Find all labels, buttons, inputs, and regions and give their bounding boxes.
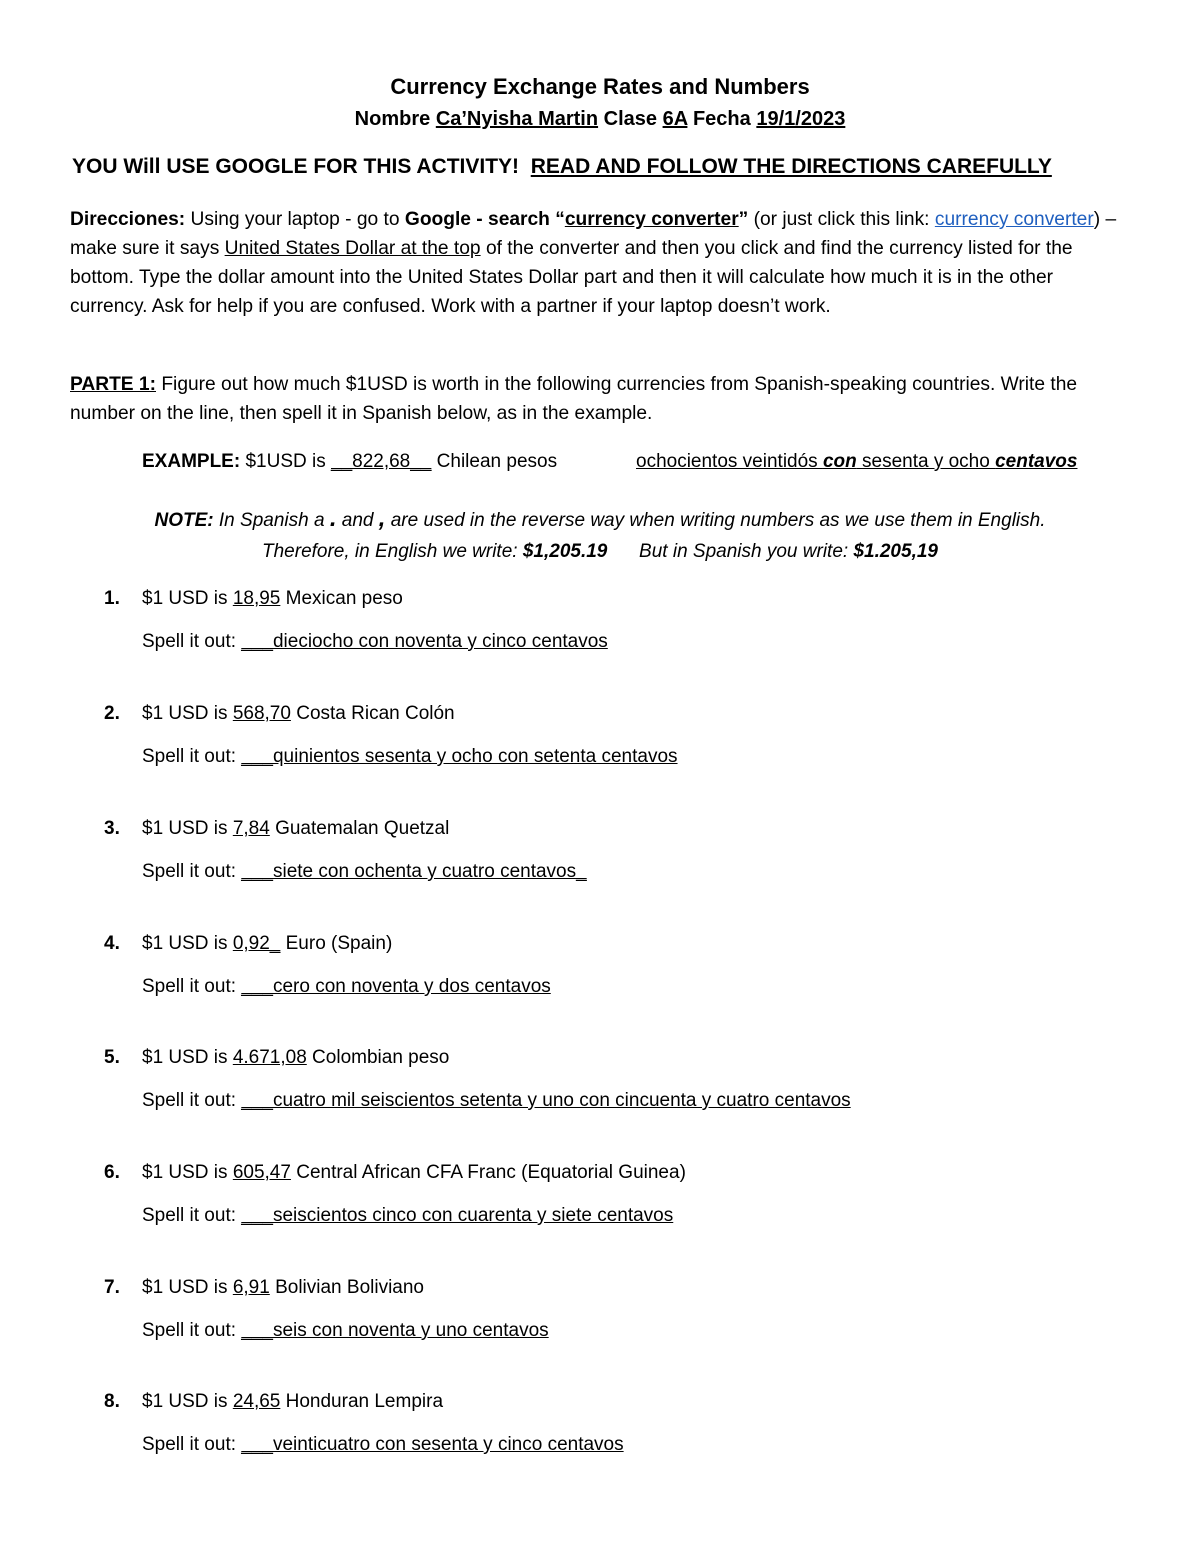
question-number: 8. xyxy=(104,1391,120,1412)
spelled-answer: ___cero con noventa y dos centavos xyxy=(241,976,551,997)
rate-value: 24,65 xyxy=(232,1391,281,1412)
note-text-3: are used in the reverse way when writing numbers as we use them in English. xyxy=(385,510,1046,531)
currency-name: Guatemalan Quetzal xyxy=(269,818,450,839)
example-spell-centavos: centavos xyxy=(995,451,1078,472)
banner-google-text: YOU Will USE GOOGLE FOR THIS ACTIVITY! xyxy=(72,155,520,178)
question-pre: $1 USD is xyxy=(142,1277,233,1298)
question-number: 4. xyxy=(104,933,120,954)
directions-text-4: of the converter and then you click and find the currency listed for the bottom. Type the dollar amount into the United States Dollar part and then it will calculate how much it is in the other currency. Ask for help if you are confused. Work with a partner if your laptop doesn’t work. xyxy=(70,238,1073,317)
spell-label: Spell it out: xyxy=(142,976,242,997)
question-number: 3. xyxy=(104,818,120,839)
spell-out-line xyxy=(142,861,587,883)
directions-search-term: currency converter xyxy=(564,209,739,230)
note-text-5: But in Spanish you write: xyxy=(607,541,854,562)
example-spelled xyxy=(636,451,1077,473)
question-pre: $1 USD is xyxy=(142,703,233,724)
question-pre: $1 USD is xyxy=(142,1047,233,1068)
spelled-answer: ___seiscientos cinco con cuarenta y siete centavos xyxy=(241,1205,674,1226)
spell-out-line xyxy=(142,746,678,768)
spell-out-line xyxy=(142,1320,549,1342)
currency-name: Mexican peso xyxy=(280,588,403,609)
question-pre: $1 USD is xyxy=(142,818,233,839)
spelled-answer: ___seis con noventa y uno centavos xyxy=(241,1320,549,1341)
spelled-answer: ___dieciocho con noventa y cinco centavos xyxy=(241,631,608,652)
spell-out-line xyxy=(142,1090,851,1112)
example-pre: $1USD is xyxy=(240,451,331,472)
question-number: 5. xyxy=(104,1047,120,1068)
question-statement xyxy=(142,818,449,840)
spell-out-line xyxy=(142,1205,673,1227)
directions-paragraph xyxy=(70,205,1130,321)
example-spell-con: con xyxy=(822,451,857,472)
banner-directions-text: READ AND FOLLOW THE DIRECTIONS CAREFULLY xyxy=(530,155,1052,178)
rate-value: 4.671,08 xyxy=(232,1047,307,1068)
currency-name: Euro (Spain) xyxy=(280,933,393,954)
spelled-answer: ___cuatro mil seiscientos setenta y uno con cincuenta y cuatro centavos xyxy=(241,1090,851,1111)
fecha-value: 19/1/2023 xyxy=(756,108,846,130)
question-pre: $1 USD is xyxy=(142,933,233,954)
question-number: 6. xyxy=(104,1162,120,1183)
example-spell-part-2: sesenta y ocho xyxy=(856,451,996,472)
parte1-label: PARTE 1: xyxy=(70,374,156,395)
note-line-1 xyxy=(0,503,1200,536)
note-text-1: In Spanish a xyxy=(213,510,330,531)
note-text-2: and xyxy=(336,510,379,531)
note-dot-symbol: . xyxy=(329,505,337,532)
note-text-4: Therefore, in English we write: xyxy=(262,541,523,562)
spell-label: Spell it out: xyxy=(142,631,242,652)
nombre-value: Ca’Nyisha Martin xyxy=(435,108,599,130)
note-comma-symbol: , xyxy=(378,505,386,532)
spell-label: Spell it out: xyxy=(142,746,242,767)
example-spell-part-1: ochocientos veintidós xyxy=(636,451,823,472)
page-title: Currency Exchange Rates and Numbers xyxy=(390,74,810,99)
currency-name: Costa Rican Colón xyxy=(290,703,455,724)
note-spanish-number: $1.205,19 xyxy=(853,541,938,562)
rate-value: 0,92_ xyxy=(232,933,281,954)
nombre-label: Nombre xyxy=(354,108,431,130)
parte1-text: Figure out how much $1USD is worth in the following currencies from Spanish-speaking countries. Write the number on the line, then spell it in Spanish below, as in the example. xyxy=(70,374,1078,424)
question-number: 1. xyxy=(104,588,120,609)
currency-name: Colombian peso xyxy=(306,1047,450,1068)
spell-label: Spell it out: xyxy=(142,1320,242,1341)
question-pre: $1 USD is xyxy=(142,1391,233,1412)
directions-label: Direcciones: xyxy=(70,209,186,230)
rate-value: 6,91 xyxy=(232,1277,270,1298)
example-value: __822,68__ xyxy=(331,451,432,472)
question-number: 7. xyxy=(104,1277,120,1298)
spelled-answer: ___siete con ochenta y cuatro centavos_ xyxy=(241,861,587,882)
fecha-label: Fecha xyxy=(692,108,751,130)
question-statement xyxy=(142,1277,424,1299)
spelled-answer: ___veinticuatro con sesenta y cinco centavos xyxy=(241,1434,624,1455)
rate-value: 7,84 xyxy=(232,818,270,839)
note-line-2 xyxy=(0,536,1200,567)
directions-google: Google - search “ xyxy=(404,209,565,230)
directions-text-3: ) – make sure it says xyxy=(70,209,1117,259)
currency-name: Bolivian Boliviano xyxy=(269,1277,424,1298)
question-statement xyxy=(142,1047,449,1069)
directions-quote-close: ” xyxy=(738,209,749,230)
spell-label: Spell it out: xyxy=(142,1205,242,1226)
currency-name: Honduran Lempira xyxy=(280,1391,444,1412)
question-statement xyxy=(142,1391,443,1413)
example-label: EXAMPLE: xyxy=(142,451,241,472)
question-number: 2. xyxy=(104,703,120,724)
student-info-line xyxy=(0,108,1200,131)
note-block xyxy=(0,503,1200,567)
spelled-answer: ___quinientos sesenta y ocho con setenta centavos xyxy=(241,746,678,767)
note-english-number: $1,205.19 xyxy=(522,541,608,562)
question-statement xyxy=(142,1162,686,1184)
example-line xyxy=(142,451,1142,473)
spell-out-line xyxy=(142,631,608,653)
currency-converter-link[interactable]: currency converter xyxy=(934,209,1094,230)
rate-value: 605,47 xyxy=(232,1162,291,1183)
clase-label: Clase xyxy=(603,108,658,130)
directions-usd-top: United States Dollar at the top xyxy=(224,238,481,259)
question-statement xyxy=(142,933,392,955)
spell-label: Spell it out: xyxy=(142,1434,242,1455)
currency-name: Central African CFA Franc (Equatorial Guinea) xyxy=(290,1162,686,1183)
rate-value: 568,70 xyxy=(232,703,291,724)
parte1-paragraph xyxy=(70,370,1130,428)
directions-text-2: (or just click this link: xyxy=(748,209,935,230)
spell-label: Spell it out: xyxy=(142,861,242,882)
spell-label: Spell it out: xyxy=(142,1090,242,1111)
question-statement xyxy=(142,588,403,610)
question-pre: $1 USD is xyxy=(142,588,233,609)
spell-out-line xyxy=(142,976,551,998)
question-statement xyxy=(142,703,455,725)
question-pre: $1 USD is xyxy=(142,1162,233,1183)
clase-value: 6A xyxy=(662,108,688,130)
directions-text-1: Using your laptop - go to xyxy=(185,209,405,230)
instruction-banner xyxy=(72,155,1132,179)
note-label: NOTE: xyxy=(154,510,214,531)
spell-out-line xyxy=(142,1434,624,1456)
example-currency: Chilean pesos xyxy=(431,451,558,472)
rate-value: 18,95 xyxy=(232,588,281,609)
